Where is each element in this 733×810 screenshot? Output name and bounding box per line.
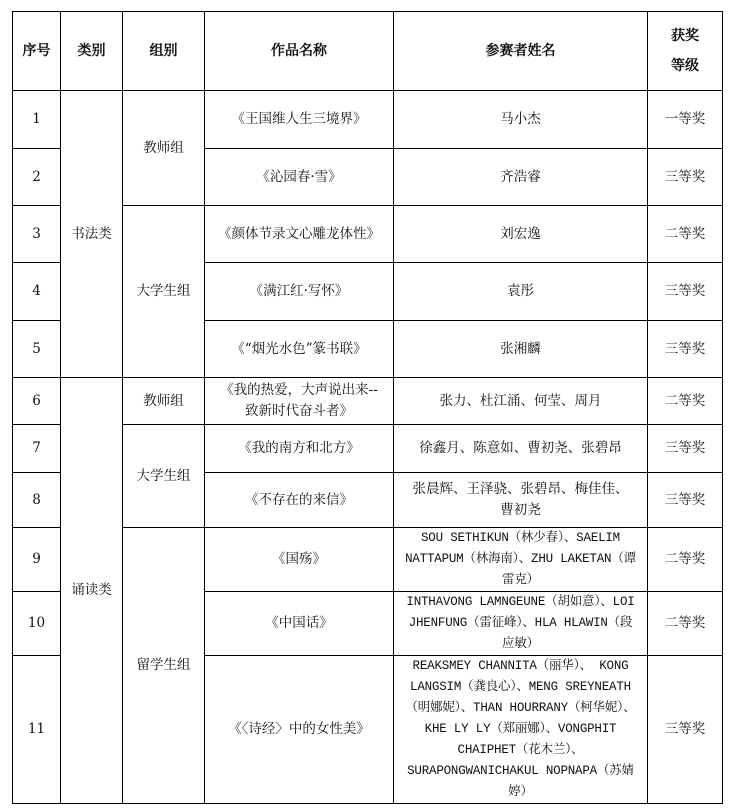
table-row bbox=[13, 378, 723, 425]
award-level: 三等奖 bbox=[648, 149, 723, 206]
participant-names: 刘宏逸 bbox=[394, 206, 648, 263]
table-row bbox=[13, 91, 723, 149]
participant-names: 张力、杜江涌、何莹、周月 bbox=[394, 378, 648, 425]
participant-line: （明娜妮）、THAN HOURRANY（柯华妮）、 bbox=[405, 701, 636, 715]
work-title: 《我的南方和北方》 bbox=[205, 425, 394, 473]
participant-names bbox=[394, 656, 648, 804]
award-level: 三等奖 bbox=[648, 263, 723, 321]
header-row bbox=[13, 12, 723, 91]
participant-line: SURAPONGWANICHAKUL NOPNAPA（苏婧 bbox=[407, 764, 634, 778]
participant-names bbox=[394, 528, 648, 592]
participant-line: 曹初尧 bbox=[500, 502, 541, 518]
participant-line: LANGSIM（龚良心）、MENG SREYNEATH bbox=[410, 680, 631, 694]
work-title: 《中国话》 bbox=[205, 592, 394, 656]
header-index: 序号 bbox=[13, 12, 61, 91]
participant-names: 马小杰 bbox=[394, 91, 648, 149]
awards-table bbox=[12, 11, 723, 804]
participant-line: CHAIPHET（花木兰）、 bbox=[457, 743, 584, 757]
work-title bbox=[205, 378, 394, 425]
participant-line: INTHAVONG LAMNGEUNE（胡如意）、LOI bbox=[406, 595, 635, 609]
work-title: 《不存在的来信》 bbox=[205, 473, 394, 528]
participant-names bbox=[394, 473, 648, 528]
participant-line: 雷克） bbox=[502, 573, 539, 587]
header-award-line1: 获奖 bbox=[671, 28, 699, 44]
work-title-line: 致新时代奋斗者》 bbox=[245, 403, 353, 419]
award-level: 三等奖 bbox=[648, 473, 723, 528]
award-level: 一等奖 bbox=[648, 91, 723, 149]
work-title: 《“烟光水色”篆书联》 bbox=[205, 321, 394, 378]
participant-line: 应敏） bbox=[502, 637, 539, 651]
participant-line: JHENFUNG（雷征峰）、HLA HLAWIN（段 bbox=[408, 616, 633, 630]
category-cell: 书法类 bbox=[61, 91, 123, 378]
group-cell: 教师组 bbox=[123, 91, 205, 206]
award-level: 三等奖 bbox=[648, 321, 723, 378]
work-title: 《满江红·写怀》 bbox=[205, 263, 394, 321]
header-award-line2: 等级 bbox=[671, 58, 699, 74]
group-cell: 留学生组 bbox=[123, 528, 205, 804]
row-index: 4 bbox=[13, 263, 61, 321]
group-cell: 大学生组 bbox=[123, 206, 205, 378]
participant-names: 徐鑫月、陈意如、曹初尧、张碧昂 bbox=[394, 425, 648, 473]
participant-line: 张晨辉、王泽骁、张碧昂、梅佳佳、 bbox=[412, 481, 629, 497]
participant-names: 袁彤 bbox=[394, 263, 648, 321]
row-index: 9 bbox=[13, 528, 61, 592]
award-level: 三等奖 bbox=[648, 425, 723, 473]
work-title: 《国殇》 bbox=[205, 528, 394, 592]
participant-line: 婷） bbox=[508, 785, 533, 799]
award-level: 二等奖 bbox=[648, 592, 723, 656]
row-index: 2 bbox=[13, 149, 61, 206]
row-index: 10 bbox=[13, 592, 61, 656]
category-cell: 诵读类 bbox=[61, 378, 123, 804]
row-index: 7 bbox=[13, 425, 61, 473]
participant-line: SOU SETHIKUN（林少春）、SAELIM bbox=[421, 531, 620, 545]
participant-line: KHE LY LY（郑丽娜）、VONGPHIT bbox=[424, 722, 617, 736]
row-index: 5 bbox=[13, 321, 61, 378]
work-title-line: 《我的热爱，大声说出来-- bbox=[220, 382, 378, 398]
work-title: 《沁园春·雪》 bbox=[205, 149, 394, 206]
award-level: 二等奖 bbox=[648, 206, 723, 263]
row-index: 1 bbox=[13, 91, 61, 149]
participant-names: 张湘麟 bbox=[394, 321, 648, 378]
participant-line: REAKSMEY CHANNITA（丽华）、 KONG bbox=[412, 659, 629, 673]
header-group: 组别 bbox=[123, 12, 205, 91]
row-index: 6 bbox=[13, 378, 61, 425]
header-participants: 参赛者姓名 bbox=[394, 12, 648, 91]
award-level: 二等奖 bbox=[648, 378, 723, 425]
work-title: 《王国维人生三境界》 bbox=[205, 91, 394, 149]
header-category: 类别 bbox=[61, 12, 123, 91]
group-cell: 大学生组 bbox=[123, 425, 205, 528]
row-index: 11 bbox=[13, 656, 61, 804]
participant-names: 齐浩睿 bbox=[394, 149, 648, 206]
award-level: 二等奖 bbox=[648, 528, 723, 592]
participant-line: NATTAPUM（林海南）、ZHU LAKETAN（谭 bbox=[405, 552, 636, 566]
header-award bbox=[648, 12, 723, 91]
work-title: 《颜体节录文心雕龙体性》 bbox=[205, 206, 394, 263]
header-work: 作品名称 bbox=[205, 12, 394, 91]
group-cell: 教师组 bbox=[123, 378, 205, 425]
row-index: 8 bbox=[13, 473, 61, 528]
award-level: 三等奖 bbox=[648, 656, 723, 804]
participant-names bbox=[394, 592, 648, 656]
row-index: 3 bbox=[13, 206, 61, 263]
work-title: 《〈诗经〉中的女性美》 bbox=[205, 656, 394, 804]
